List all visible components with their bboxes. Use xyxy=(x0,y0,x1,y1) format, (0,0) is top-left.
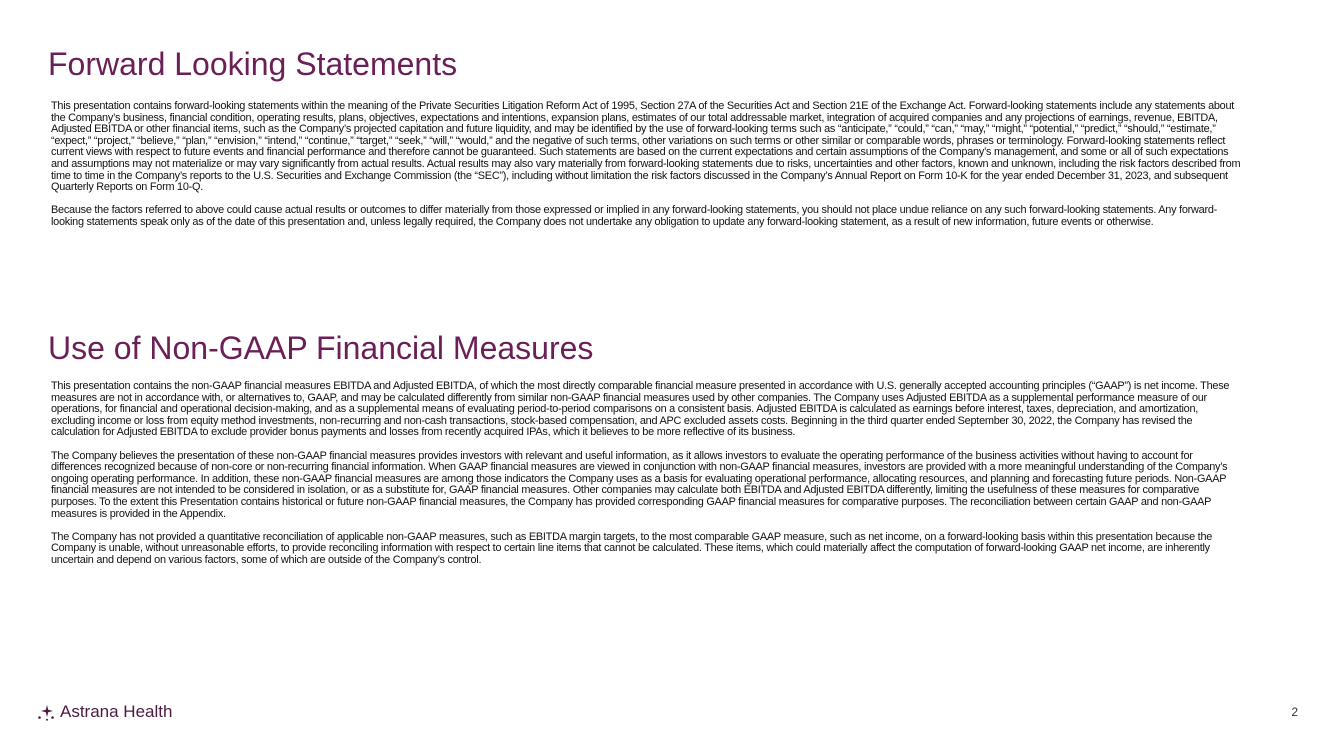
non-gaap-title: Use of Non-GAAP Financial Measures xyxy=(48,330,594,366)
non-gaap-paragraph: The Company believes the presentation of these non-GAAP financial measures provides investors with relevant and useful information, as it allows investors to evaluate the operating performance of the business activities without having to account for differences recognized because of non-core or non-recurring financial information. When GAAP financial measures are viewed in conjunction with non-GAAP financial measures, investors are provided with a more meaningful understanding of the Company’s ongoing operating performance. In addition, these non-GAAP financial measures are among those indicators the Company uses as a basis for evaluating operational performance, allocating resources, and planning and forecasting future periods. Non-GAAP financial measures are not intended to be considered in isolation, or as a substitute for, GAAP financial measures. Other companies may calculate both EBITDA and Adjusted EBITDA differently, limiting the usefulness of these measures for comparative purposes. To the extent this Presentation contains historical or future non-GAAP financial measures, the Company has provided corresponding GAAP financial measures for comparative purposes. The reconciliation between certain GAAP and non-GAAP measures is provided in the Appendix. xyxy=(51,449,1228,520)
forward-looking-paragraph: Because the factors referred to above could cause actual results or outcomes to differ materially from those expressed or implied in any forward-looking statements, you should not place undue reliance on any such forward-looking statements. Any forward-looking statements speak only as of the date of this presentation and, unless legally required, the Company does not undertake any obligation to update any forward-looking statement, as a result of new information, future events or otherwise. xyxy=(51,204,1218,228)
page-number: 2 xyxy=(1291,705,1298,719)
non-gaap-body xyxy=(51,381,1241,567)
non-gaap-paragraph: This presentation contains the non-GAAP financial measures EBITDA and Adjusted EBITDA, of which the most directly comparable financial measure presented in accordance with U.S. generally accepted accounting principles (“GAAP”) is net income. These measures are not in accordance with, or alternatives to, GAAP, and may be calculated differently from similar non-GAAP financial measures used by other companies. The Company uses Adjusted EBITDA as a supplemental performance measure of our operations, for financial and operational decision-making, and as a supplemental means of evaluating period-to-period comparisons on a consistent basis. Adjusted EBITDA is calculated as earnings before interest, taxes, depreciation, and amortization, excluding income or loss from equity method investments, non-recurring and non-cash transactions, stock-based compensation, and APC excluded assets costs. Beginning in the third quarter ended September 30, 2022, the Company has revised the calculation for Adjusted EBITDA to exclude provider bonus payments and losses from recently acquired IPAs, which it believes to be more reflective of its business. xyxy=(51,380,1230,439)
forward-looking-paragraph: This presentation contains forward-looking statements within the meaning of the Private Securities Litigation Reform Act of 1995, Section 27A of the Securities Act and Section 21E of the Exchange Act. Forward-looking statements include any statements about the Company’s business, financial condition, operating results, plans, objectives, expectations and intentions, expansion plans, estimates of our total addressable market, integration of acquired companies and any projections of earnings, revenue, EBITDA, Adjusted EBITDA or other financial items, such as the Company’s projected capitation and future liquidity, and may be identified by the use of forward-looking terms such as “anticipate,” “could,” “can,” “may,” “might,” “potential,” “predict,” “should,” “estimate,” “expect,” “project,” “believe,” “plan,” “envision,” “intend,” “continue,” “target,” “seek,” “will,” “would,” and the negative of such terms, other variations on such terms or other similar or comparable words, phrases or terminology. Forward-looking statements reflect current views with respect to future events and financial performance and therefore cannot be guaranteed. Such statements are based on the current expectations and certain assumptions of the Company’s management, and some or all of such expectations and assumptions may not materialize or may vary significantly from actual results. Actual results may also vary materially from forward-looking statements due to risks, uncertainties and other factors, known and unknown, including the risk factors described from time to time in the Company’s reports to the U.S. Securities and Exchange Commission (the “SEC”), including without limitation the risk factors discussed in the Company’s Annual Report on Form 10-K for the year ended December 31, 2023, and subsequent Quarterly Reports on Form 10-Q. xyxy=(51,100,1241,194)
forward-looking-body xyxy=(51,101,1241,229)
sparkle-logo-icon xyxy=(37,703,55,721)
logo-text: Astrana Health xyxy=(60,702,173,721)
non-gaap-paragraph: The Company has not provided a quantitative reconciliation of applicable non-GAAP measures, such as EBITDA margin targets, to the most comparable GAAP measure, such as net income, on a forward-looking basis within this presentation because the Company is unable, without unreasonable efforts, to provide reconciling information with respect to certain line items that cannot be calculated. These items, which could materially affect the computation of forward-looking GAAP net income, are inherently uncertain and depend on various factors, some of which are outside of the Company’s control. xyxy=(51,530,1213,566)
astrana-health-logo xyxy=(37,702,172,722)
forward-looking-title: Forward Looking Statements xyxy=(48,46,458,82)
